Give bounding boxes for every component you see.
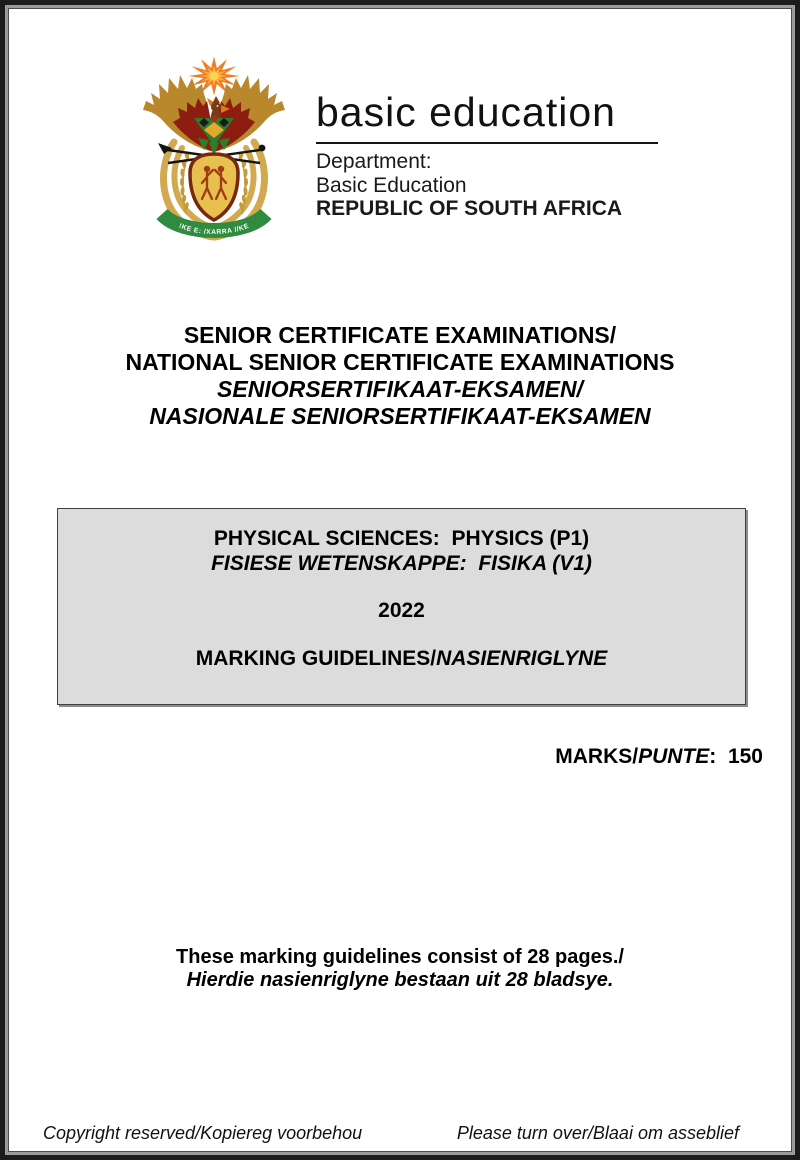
copyright-note: Copyright reserved/Kopiereg voorbehou bbox=[43, 1123, 363, 1143]
coat-of-arms-icon bbox=[138, 56, 290, 244]
title-line-en-1: SENIOR CERTIFICATE EXAMINATIONS/ bbox=[183, 322, 617, 348]
sun-core bbox=[210, 72, 219, 81]
knobkierie-knob bbox=[259, 145, 266, 152]
shield bbox=[190, 154, 238, 220]
subject-name-en: PHYSICAL SCIENCES: PHYSICS (P1) bbox=[213, 527, 590, 550]
page-title bbox=[5, 322, 795, 430]
subject-name-af: FISIESE WETENSKAPPE: FISIKA (V1) bbox=[211, 552, 592, 575]
guidelines-label-af: NASIENRIGLYNE bbox=[436, 647, 608, 670]
logo-department-label: Department: bbox=[316, 150, 432, 173]
pages-note-af: Hierdie nasienriglyne bestaan uit 28 bladsye. bbox=[186, 969, 614, 991]
title-line-af-2: NASIONALE SENIORSERTIFIKAAT-EKSAMEN bbox=[149, 403, 651, 429]
subject-box bbox=[57, 508, 746, 705]
marks-total bbox=[555, 745, 763, 769]
guidelines-label-en: MARKING GUIDELINES/ bbox=[195, 647, 437, 670]
marks-value: 150 bbox=[727, 745, 763, 768]
marks-label-en: MARKS/ bbox=[555, 745, 639, 768]
coat-of-arms-svg bbox=[138, 56, 290, 244]
exam-year: 2022 bbox=[378, 599, 425, 622]
marks-separator: : bbox=[709, 745, 728, 768]
guidelines-line bbox=[58, 646, 745, 671]
bird-head bbox=[211, 102, 221, 112]
title-line-en-2: NATIONAL SENIOR CERTIFICATE EXAMINATIONS bbox=[125, 349, 675, 375]
logo-text-block bbox=[316, 91, 658, 221]
marks-label-af: PUNTE bbox=[638, 745, 710, 768]
logo-wordmark: basic education bbox=[316, 89, 616, 135]
logo-department-name: Basic Education bbox=[316, 173, 467, 197]
wordmark-underline bbox=[316, 142, 658, 144]
title-line-af-1: SENIORSERTIFIKAAT-EKSAMEN/ bbox=[217, 376, 583, 402]
motto-text: !KE E: /XARRA //KE bbox=[177, 222, 251, 237]
pages-note bbox=[5, 946, 795, 992]
pages-note-en: These marking guidelines consist of 28 pages./ bbox=[176, 946, 624, 968]
turn-over-note: Please turn over/Blaai om asseblief bbox=[456, 1123, 739, 1143]
logo-country: REPUBLIC OF SOUTH AFRICA bbox=[316, 197, 623, 220]
page-footer bbox=[43, 1123, 739, 1144]
bird-eye bbox=[217, 105, 219, 107]
